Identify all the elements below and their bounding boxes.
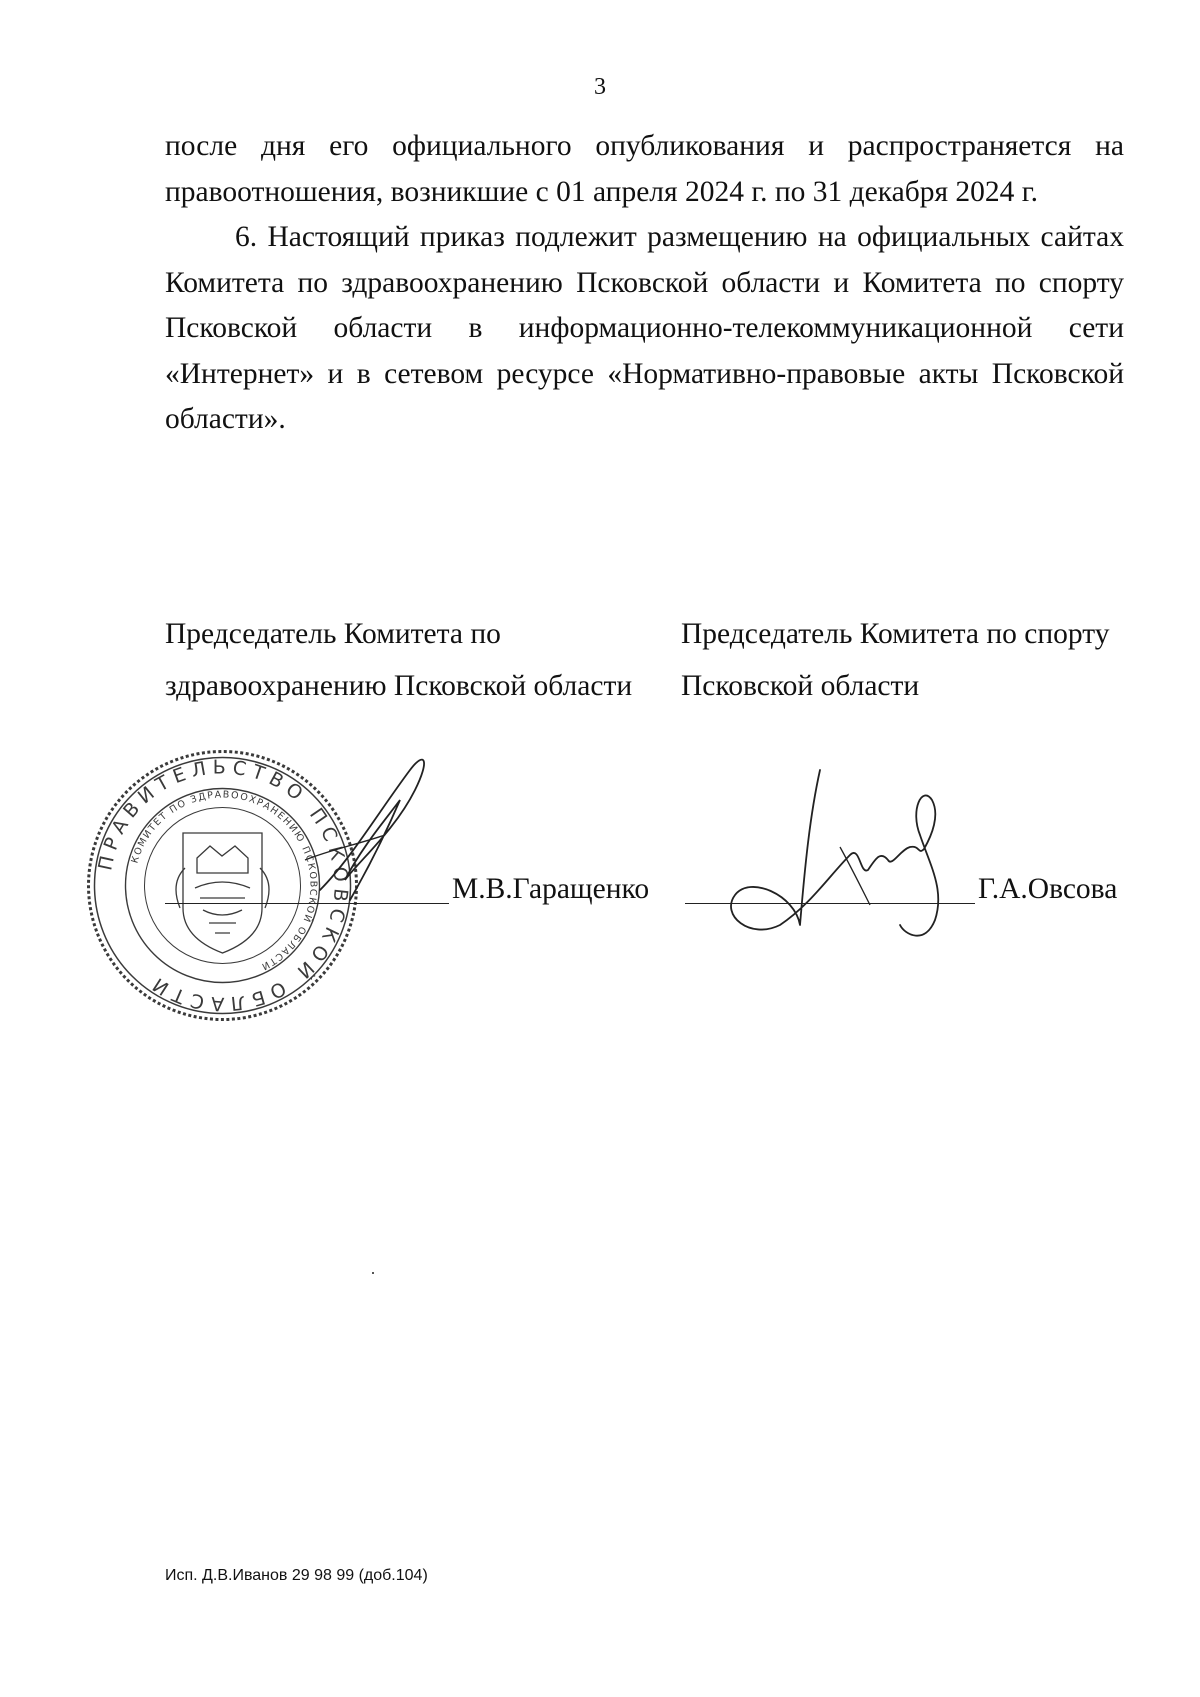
- signature-line-right: [685, 903, 975, 904]
- signature-garashchenko-icon: [290, 740, 450, 920]
- page-number: 3: [594, 74, 606, 100]
- paragraph-item-6: 6. Настоящий приказ подлежит размещению на официальных сайтах Комитета по здравоохранению Псковской области и Комитета по спорту Псковской области в информационно-телекоммуникационной сети «Интернет» и в сетевом ресурсе «Нормативно-правовые акты Псковской области».: [165, 221, 1124, 435]
- seal-outer-text: ПРАВИТЕЛЬСТВО ПСКОВСКОЙ ОБЛАСТИ: [94, 756, 352, 1015]
- signatory-right-title: [681, 608, 1110, 712]
- seal-inner-text: КОМИТЕТ ПО ЗДРАВООХРАНЕНИЮ ПСКОВСКОЙ ОБЛАСТИ: [129, 789, 319, 973]
- signatory-left-title-line-2: здравоохранению Псковской области: [165, 670, 633, 702]
- document-body: [165, 124, 1124, 443]
- signature-ovsova-icon: [710, 755, 1010, 955]
- signatory-right-title-line-2: Псковской области: [681, 670, 920, 702]
- executor-note: Исп. Д.В.Иванов 29 98 99 (доб.104): [165, 1567, 428, 1584]
- signature-line-left: [165, 903, 449, 904]
- paragraph-continuation: после дня его официального опубликования и распространяется на правоотношения, возникшие с 01 апреля 2024 г. по 31 декабря 2024 г.: [165, 130, 1124, 208]
- coat-of-arms-icon: [176, 833, 269, 953]
- signatory-left-name: М.В.Гаращенко: [452, 873, 650, 905]
- scan-speck: [372, 1272, 374, 1274]
- signatory-left-title-line-1: Председатель Комитета по: [165, 618, 501, 650]
- signatory-right-title-line-1: Председатель Комитета по спорту: [681, 618, 1110, 650]
- signatory-left-title: [165, 608, 632, 712]
- signatory-right-name: Г.А.Овсова: [978, 873, 1118, 905]
